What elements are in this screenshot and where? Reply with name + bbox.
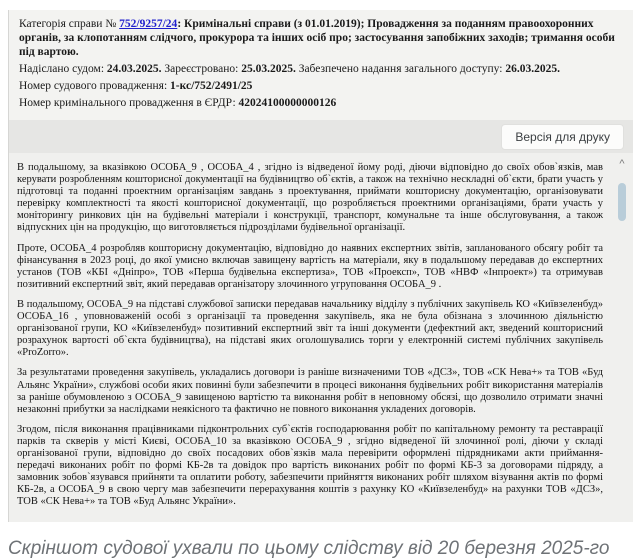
registered-label: Зареєстровано: bbox=[161, 63, 242, 75]
decision-paragraph: В подальшому, ОСОБА_9 на підставі службової записки передавав начальнику відділу з публічних закупівель КО «Київзеленбуд» ОСОБА_16 , уповноваженій особі з організації та проведення закупівель, яка не була обізнана з злочинною діяльністю організованої групи, КО «Київзеленбуд» позитивний експертний звіт та інші документи (дефектний акт, зведений кошторисний розрахунок вартості об`єкта будівництва), на підставі яких оголошувались торги у електронній системі публічних закупівель «ProZorro». bbox=[17, 298, 603, 359]
registered-date: 25.03.2025. bbox=[241, 63, 296, 75]
erdr-line bbox=[19, 96, 623, 110]
decision-paragraph: Згодом, після виконання працівниками підконтрольних суб`єктів господарювання робіт по капітальному ремонту та реставрації парків та скверів у місті Києві, ОСОБА_10 за вказівкою ОСОБА_9 , згідно відведеної їй злочинної ролі, діючи у складі організованої групи, відповідно до своїх посадових обов`язків мала перевірити оформлені підрядниками акти приймання-передачі виконаних робіт по формі КБ-2в та довідок про вартість виконаних робіт по формі КБ-3 за договорами підряду, а замовник зобов`язувався прийняти та оплатити роботу, забезпечити прийняття виконаних робіт шляхом візування актів по формі КБ-2в, а ОСОБА_9 в свою чергу мав забезпечити перерахування коштів з рахунку КО «Київзеленбуд» на рахунки ТОВ «ДСЗ», ТОВ «СК Нева+» та ТОВ «Буд Альянс України». bbox=[17, 423, 603, 508]
court-proceeding-number: 1-кс/752/2491/25 bbox=[170, 80, 253, 92]
toolbar bbox=[9, 120, 633, 153]
sent-label: Надіслано судом: bbox=[19, 63, 107, 75]
category-text: : Кримінальні справи (з 01.01.2019); Провадження за поданням правоохоронних органів, за клопотанням слідчого, прокурора та інших осіб про; застосування запобіжних заходів; тримання особи під вартою. bbox=[19, 18, 615, 58]
dates-line bbox=[19, 62, 623, 76]
scrollbar[interactable] bbox=[616, 159, 628, 221]
decision-paragraph: За результатами проведення закупівель, укладались договори із раніше визначеними ТОВ «ДСЗ», ТОВ «СК Нева+» та ТОВ «Буд Альянс України», службові особи яких повинні були забезпечити в процесі виконання будівельних робіт використання матеріалів за раніше обумовленою з ОСОБА_9 завищеною вартістю та виконання робіт в неповному обсязі, що дозволило отримати значні незаконні прибутки за наслідками неякісного та фактично не повного виконання укладених договорів. bbox=[17, 367, 603, 415]
decision-paragraph: Проте, ОСОБА_4 розробляв кошторисну документацію, відповідно до наявних експертних звітів, запланованого обсягу робіт та фінансування в 2023 році, до якої умисно включав завищену вартість на матеріали, яку в подальшому передавав до експертних установ (ТОВ «КБІ «Дніпро», ТОВ «Перша будівельна експертиза», ТОВ «Проексп», ТОВ «НВФ «Інпроект») та отримував позитивний експертний звіт, який передавав організатору злочинного угруповання ОСОБА_9 . bbox=[17, 242, 603, 290]
court-proceeding-label: Номер судового провадження: bbox=[19, 80, 171, 92]
erdr-number: 42024100000000126 bbox=[238, 97, 337, 109]
category-label: Категорія справи № bbox=[19, 18, 120, 30]
scrollbar-thumb[interactable] bbox=[618, 183, 626, 221]
case-header bbox=[9, 10, 633, 120]
court-decision-screenshot bbox=[8, 10, 633, 522]
access-label: Забезпечено надання загального доступу: bbox=[295, 63, 506, 75]
print-version-button[interactable]: Версія для друку bbox=[501, 124, 624, 150]
sent-date: 24.03.2025. bbox=[106, 63, 162, 75]
case-number-link[interactable]: 752/9257/24 bbox=[119, 18, 178, 30]
decision-paragraph: В подальшому, за вказівкою ОСОБА_9 , ОСОБА_4 , згідно із відведеної йому роді, діючи відповідно до своїх обов`язків, мав керувати розробленням кошторисної документації на будівництво об`єктів, а також на технічно нескладні об`єкти, брати участь у підготовці та поданні проектним організаціям завдань з проектування, приймати кошторисну документацію, організовувати перевірку комплектності та якості кошторисної документації, що розробляється проектними організаціями, брати участь у моніторингу ринкових цін на будівельні матеріали і конструкції, транспорт, комунальне та інше обслуговування, а також відпускних цін на продукцію, що виготовляється підрозділами будівельної організації. bbox=[17, 162, 603, 234]
case-category-line bbox=[19, 17, 623, 59]
erdr-label: Номер кримінального провадження в ЄРДР: bbox=[19, 97, 239, 109]
court-proceeding-line bbox=[19, 79, 623, 93]
access-date: 26.03.2025. bbox=[505, 63, 560, 75]
scroll-up-icon[interactable]: ^ bbox=[619, 158, 625, 170]
decision-text-area bbox=[9, 153, 633, 522]
page bbox=[0, 10, 640, 560]
image-caption: Скріншот судової ухвали по цьому слідству від 20 березня 2025-го bbox=[8, 538, 610, 560]
